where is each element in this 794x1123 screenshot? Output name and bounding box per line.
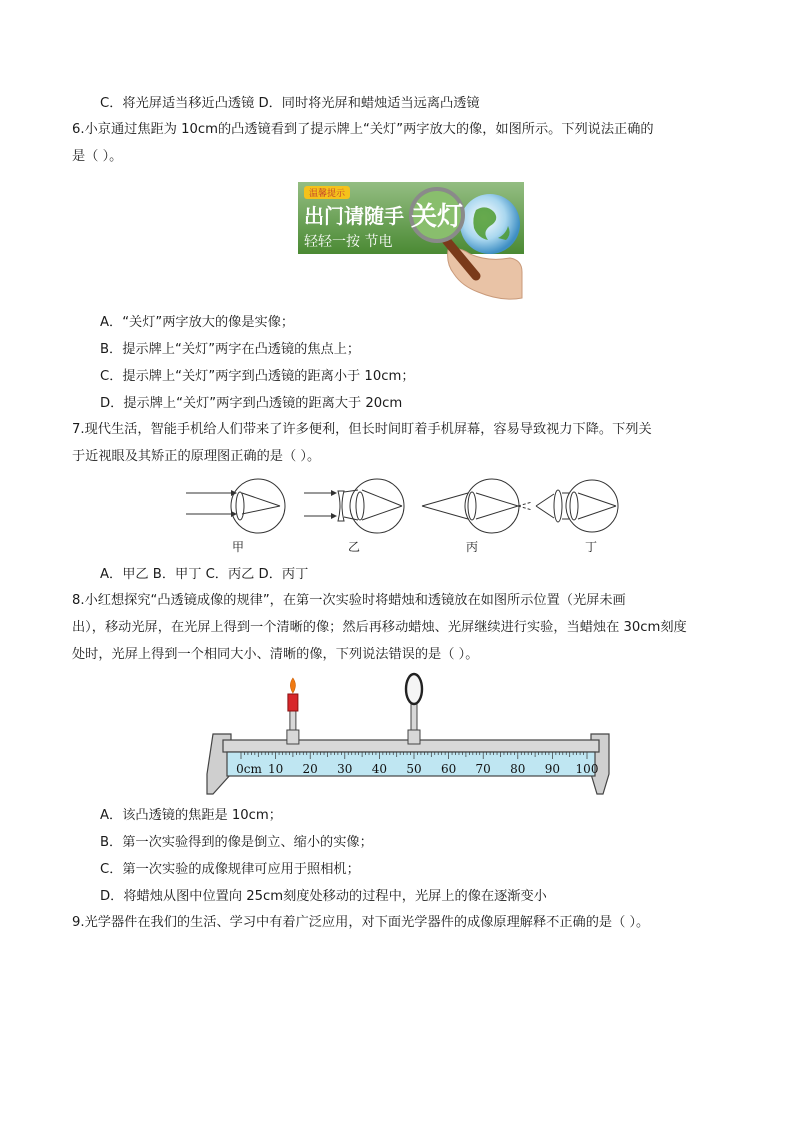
q8-option-c: C．第一次实验的成像规律可应用于照相机； bbox=[100, 862, 360, 877]
scale-tick-label: 80 bbox=[510, 762, 526, 776]
q8-option-b: B．第一次实验得到的像是倒立、缩小的实像； bbox=[100, 835, 373, 850]
q6-sign-figure bbox=[298, 180, 524, 300]
scale-tick-label: 90 bbox=[544, 762, 561, 776]
eye-diagram-ding bbox=[536, 480, 618, 532]
flame-icon bbox=[290, 678, 295, 693]
q5-option-cd: C．将光屏适当移近凸透镜 D．同时将光屏和蜡烛适当远离凸透镜 bbox=[100, 96, 480, 111]
convex-lens-icon bbox=[406, 674, 422, 704]
scale-tick-label: 0cm bbox=[236, 762, 262, 776]
badge-text: 温馨提示 bbox=[308, 189, 346, 199]
label-jia: 甲 bbox=[232, 540, 245, 554]
scale-tick-label: 60 bbox=[440, 762, 457, 776]
q8-stem-line2: 出），移动光屏，在光屏上得到一个清晰的像；然后再移动蜡烛、光屏继续进行实验，当蜡烛在 30cm刻度 bbox=[72, 620, 687, 635]
label-bing: 丙 bbox=[466, 540, 479, 554]
eye-diagram-jia bbox=[186, 479, 285, 533]
q6-stem-line2: 是（ ）。 bbox=[72, 149, 123, 164]
scale-tick-label: 50 bbox=[406, 762, 422, 776]
q8-stem-line3: 处时，光屏上得到一个相同大小、清晰的像，下列说法错误的是（ ）。 bbox=[72, 647, 479, 662]
lens-holder bbox=[406, 674, 422, 744]
q8-optical-bench-figure bbox=[203, 672, 618, 797]
q6-option-c: C．提示牌上“关灯”两字到凸透镜的距离小于 10cm； bbox=[100, 369, 415, 384]
scale-tick-label: 100 bbox=[575, 762, 599, 776]
candle-holder bbox=[287, 678, 299, 744]
sign-line1: 出门请随手 bbox=[304, 204, 404, 228]
candle bbox=[288, 694, 298, 711]
q6-option-d: D．提示牌上“关灯”两字到凸透镜的距离大于 20cm bbox=[100, 396, 403, 411]
q6-stem-line1: 6.小京通过焦距为 10cm的凸透镜看到了提示牌上“关灯”两字放大的像，如图所示。下列说法正确的 bbox=[72, 122, 654, 137]
q7-eye-diagrams bbox=[180, 476, 620, 558]
q7-stem-line2: 于近视眼及其矫正的原理图正确的是（ ）。 bbox=[72, 449, 321, 464]
magnified-text: 关灯 bbox=[410, 202, 464, 232]
scale-tick-label: 40 bbox=[371, 762, 388, 776]
label-ding: 丁 bbox=[585, 540, 598, 554]
scale-tick-label: 20 bbox=[302, 762, 318, 776]
sign-with-magnifier-illustration bbox=[298, 180, 524, 300]
eye-diagram-bing bbox=[422, 479, 532, 533]
q9-stem-line1: 9.光学器件在我们的生活、学习中有着广泛应用，对下面光学器件的成像原理解释不正确的是（ ）。 bbox=[72, 915, 650, 930]
q7-answer-options: A．甲乙 B．甲丁 C．丙乙 D．丙丁 bbox=[100, 567, 309, 582]
scale-tick-label: 10 bbox=[267, 762, 284, 776]
q6-option-b: B．提示牌上“关灯”两字在凸透镜的焦点上； bbox=[100, 342, 361, 357]
q7-stem-line1: 7.现代生活，智能手机给人们带来了许多便利，但长时间盯着手机屏幕，容易导致视力下降。下列关 bbox=[72, 422, 652, 437]
q8-option-a: A．该凸透镜的焦距是 10cm； bbox=[100, 808, 282, 823]
scale-tick-label: 30 bbox=[337, 762, 353, 776]
q8-option-d: D．将蜡烛从图中位置向 25cm刻度处移动的过程中，光屏上的像在逐渐变小 bbox=[100, 889, 547, 904]
label-yi: 乙 bbox=[348, 540, 361, 554]
q8-stem-line1: 8.小红想探究“凸透镜成像的规律”，在第一次实验时将蜡烛和透镜放在如图所示位置（光屏未画 bbox=[72, 593, 626, 608]
sign-line2: 轻轻一按 节电 bbox=[304, 234, 393, 250]
eye-diagram-yi bbox=[304, 479, 404, 533]
scale-tick-label: 70 bbox=[475, 762, 491, 776]
q6-option-a: A．“关灯”两字放大的像是实像； bbox=[100, 315, 295, 330]
